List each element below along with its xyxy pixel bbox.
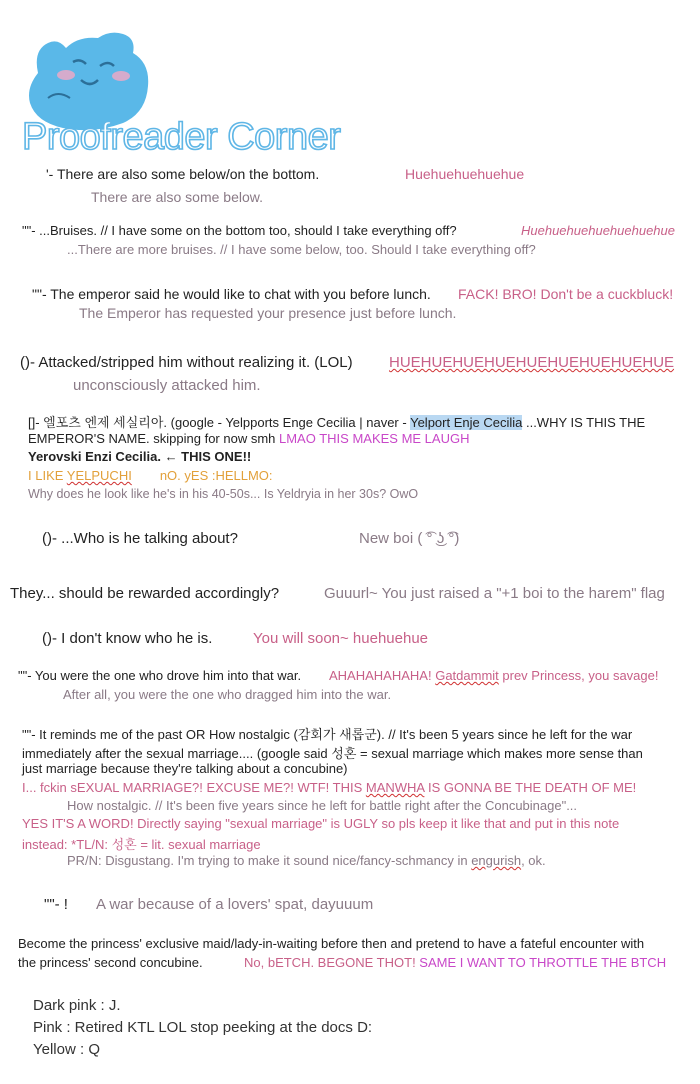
legend-pink: Pink : Retired KTL LOL stop peeking at the docs D:	[33, 1019, 373, 1036]
entry-9-original: ""- You were the one who drove him into that war.	[18, 668, 302, 683]
entry-1-fix: There are also some below.	[91, 189, 263, 205]
entry-7-original: They... should be rewarded accordingly?	[10, 585, 280, 602]
entry-3-comment: FACK! BRO! Don't be a cuckbluck!	[458, 286, 674, 302]
entry-5-line-4: I LIKE YELPUCHI nO. yES :HELLMO:	[28, 468, 273, 483]
entry-10-line-2: immediately after the sexual marriage.... (google said 성혼 = sexual marriage which makes more sense than	[22, 746, 643, 761]
entry-8-comment: You will soon~ huehuehue	[253, 630, 429, 647]
entry-3-fix: The Emperor has requested your presence just before lunch.	[79, 305, 457, 321]
entry-4-fix: unconsciously attacked him.	[73, 377, 261, 394]
entry-9-comment: AHAHAHAHAHA! Gatdammit prev Princess, you savage!	[329, 668, 659, 683]
entry-3-original: ""- The emperor said he would like to chat with you before lunch.	[32, 286, 431, 302]
page-title: Proofreader Corner	[22, 116, 341, 158]
entry-6-comment: New boi ( ͡° ͜ʖ ͡°)	[359, 530, 460, 547]
entry-12-line-1: Become the princess' exclusive maid/lady-in-waiting before then and pretend to have a fateful encounter with	[18, 936, 645, 951]
entry-9-fix: After all, you were the one who dragged him into the war.	[63, 687, 392, 702]
legend-dark-pink: Dark pink : J.	[33, 997, 121, 1014]
entry-5-line-2: EMPEROR'S NAME. skipping for now smh LMAO THIS MAKES ME LAUGH	[28, 431, 470, 446]
entry-10-line-1: ""- It reminds me of the past OR How nostalgic (감회가 새롭군). // It's been 5 years since he left for the war	[22, 727, 633, 742]
entry-1-comment: Huehuehuehuehue	[405, 166, 525, 182]
entry-4-comment: HUEHUEHUEHUEHUEHUEHUEHUEHUE	[389, 354, 675, 371]
entry-4-original: ()- Attacked/stripped him without realizing it. (LOL)	[20, 354, 353, 371]
entry-10-line-6: YES IT'S A WORD! Directly saying "sexual marriage" is UGLY so pls keep it like that and put in this note	[22, 816, 620, 831]
entry-11-comment: A war because of a lovers' spat, dayuuum	[96, 896, 374, 913]
entry-1-original: '- There are also some below/on the bottom.	[46, 166, 320, 182]
entry-10-line-7: instead: *TL/N: 성혼 = lit. sexual marriage	[22, 837, 261, 852]
entry-12-line-2: the princess' second concubine.	[18, 955, 203, 970]
entry-5-line-5: Why does he look like he's in his 40-50s... Is Yeldryia in her 30s? OwO	[28, 487, 419, 501]
entry-11-prefix: ""- !	[44, 896, 68, 913]
entry-5-line-3: Yerovski Enzi Cecilia. ← THIS ONE!!	[28, 449, 252, 464]
entry-2-fix: ...There are more bruises. // I have some below, too. Should I take everything off?	[67, 242, 536, 257]
entry-10-line-3: just marriage because they're talking about a concubine)	[22, 761, 348, 776]
entry-10-line-5: How nostalgic. // It's been five years since he left for battle right after the Concubinage"...	[67, 798, 578, 813]
entry-10-line-8: PR/N: Disgustang. I'm trying to make it sound nice/fancy-schmancy in engurish, ok.	[67, 853, 546, 868]
entry-10-line-4: I... fckin sEXUAL MARRIAGE?! EXCUSE ME?! WTF! THIS MANWHA IS GONNA BE THE DEATH OF ME!	[22, 780, 637, 795]
entry-12-comment: No, bETCH. BEGONE THOT! SAME I WANT TO THROTTLE THE BTCH	[244, 955, 667, 970]
color-legend	[33, 995, 372, 1061]
entry-2-original: ""- ...Bruises. // I have some on the bottom too, should I take everything off?	[22, 223, 457, 238]
legend-yellow: Yellow : Q	[33, 1041, 100, 1058]
entry-8-original: ()- I don't know who he is.	[42, 630, 213, 647]
entry-2-comment: Huehuehuehuehuehuehue	[521, 223, 675, 238]
entry-7-comment: Guuurl~ You just raised a "+1 boi to the harem" flag	[324, 585, 665, 602]
entry-6-original: ()- ...Who is he talking about?	[42, 530, 238, 547]
entry-5-line-1: []- 엘포츠 엔제 세실리아. (google - Yelpports Enge Cecilia | naver - Yelport Enje Cecilia ...WHY IS THIS THE	[28, 415, 646, 430]
